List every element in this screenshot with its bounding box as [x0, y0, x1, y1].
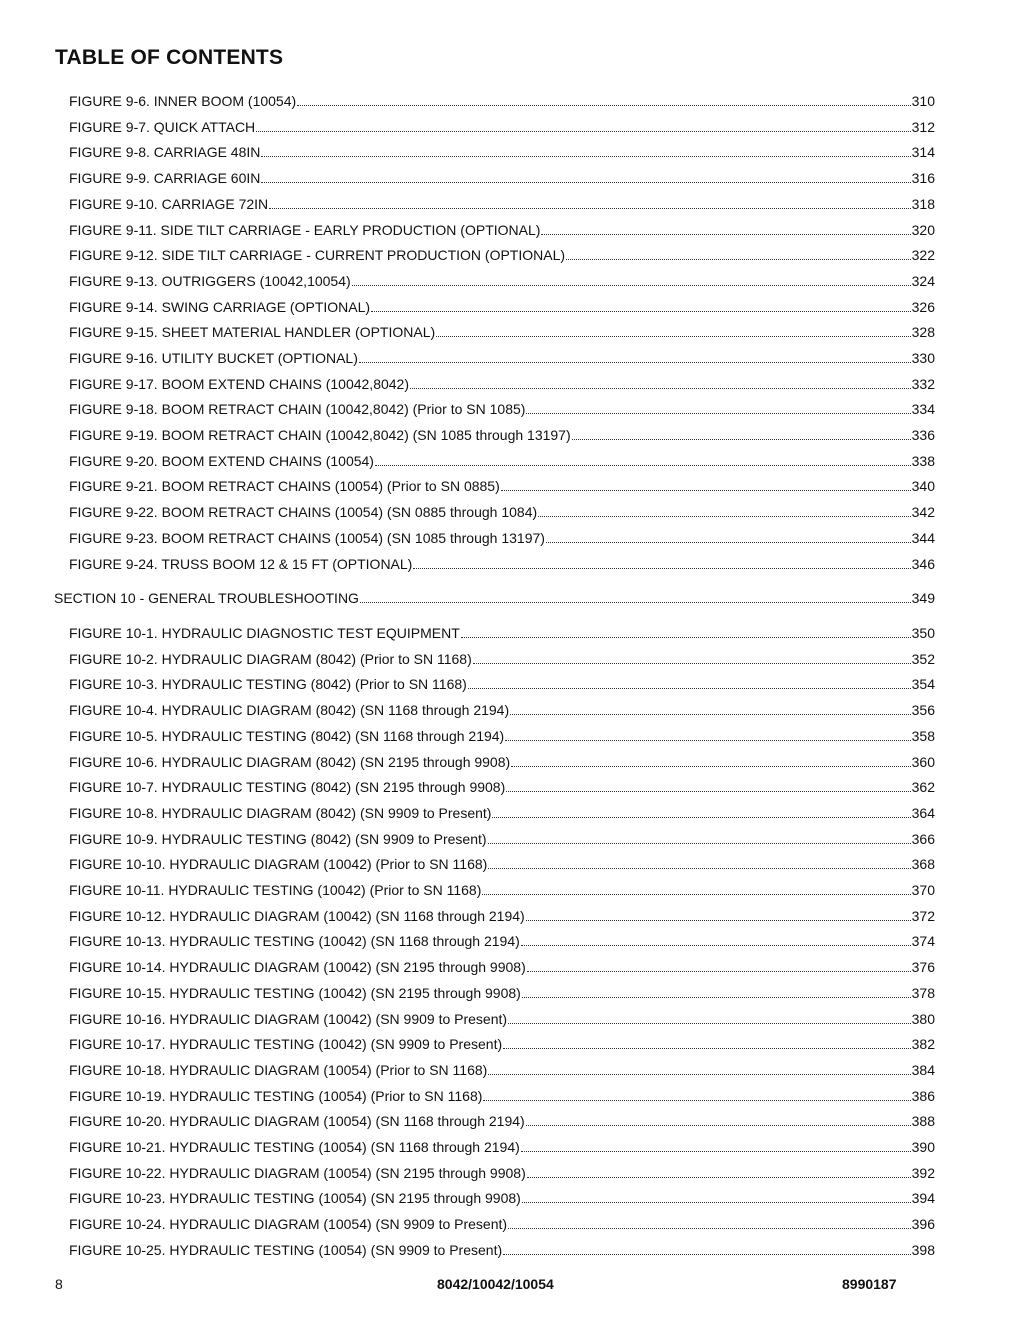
toc-entry[interactable] — [69, 1184, 935, 1206]
toc-entry-label: FIGURE 9-15. SHEET MATERIAL HANDLER (OPTIONAL) — [69, 324, 436, 340]
toc-entry-page: 314 — [911, 144, 935, 160]
toc-entry-page: 368 — [911, 856, 935, 872]
toc-entry[interactable] — [69, 113, 935, 135]
toc-entry-label: FIGURE 10-14. HYDRAULIC DIAGRAM (10042) (SN 2195 through 9908) — [69, 959, 526, 975]
toc-entry-label: FIGURE 9-20. BOOM EXTEND CHAINS (10054) — [69, 453, 374, 469]
toc-entry-page: 382 — [911, 1036, 935, 1052]
toc-section-entry[interactable] — [54, 584, 935, 606]
dot-leader — [521, 1151, 911, 1152]
toc-entry[interactable] — [69, 421, 935, 443]
dot-leader — [352, 285, 911, 286]
toc-entry-page: 318 — [911, 196, 935, 212]
toc-entry-label: FIGURE 10-12. HYDRAULIC DIAGRAM (10042) (SN 1168 through 2194) — [69, 908, 525, 924]
toc-entry[interactable] — [69, 876, 935, 898]
dot-leader — [522, 1202, 911, 1203]
toc-entry[interactable] — [69, 825, 935, 847]
toc-entry-page: 398 — [911, 1242, 935, 1258]
toc-entry-label: FIGURE 10-19. HYDRAULIC TESTING (10054) (Prior to SN 1168) — [69, 1088, 483, 1104]
toc-entry[interactable] — [69, 344, 935, 366]
toc-entry[interactable] — [69, 953, 935, 975]
dot-leader — [506, 791, 910, 792]
toc-entry[interactable] — [69, 472, 935, 494]
toc-entry-label: FIGURE 9-9. CARRIAGE 60IN — [69, 170, 261, 186]
toc-entry-label: FIGURE 10-23. HYDRAULIC TESTING (10054) (SN 2195 through 9908) — [69, 1190, 521, 1206]
toc-entry[interactable] — [69, 267, 935, 289]
toc-entry-page: 366 — [911, 831, 935, 847]
toc-entry-label: FIGURE 10-7. HYDRAULIC TESTING (8042) (SN 2195 through 9908) — [69, 779, 506, 795]
toc-entry-label: FIGURE 9-17. BOOM EXTEND CHAINS (10042,8042) — [69, 376, 409, 392]
toc-entry[interactable] — [69, 498, 935, 520]
dot-leader — [483, 1100, 910, 1101]
dot-leader — [521, 945, 911, 946]
toc-entry-page: 388 — [911, 1113, 935, 1129]
dot-leader — [461, 637, 911, 638]
toc-entry[interactable] — [69, 1082, 935, 1104]
toc-entry[interactable] — [69, 395, 935, 417]
toc-entry-label: FIGURE 10-13. HYDRAULIC TESTING (10042) (SN 1168 through 2194) — [69, 933, 520, 949]
toc-entry-label: FIGURE 10-15. HYDRAULIC TESTING (10042) (SN 2195 through 9908) — [69, 985, 521, 1001]
toc-entry-page: 376 — [911, 959, 935, 975]
toc-entry-label: FIGURE 10-3. HYDRAULIC TESTING (8042) (Prior to SN 1168) — [69, 676, 467, 692]
toc-entry[interactable] — [69, 216, 935, 238]
dot-leader — [526, 413, 910, 414]
dot-leader — [488, 843, 911, 844]
toc-entry-page: 322 — [911, 247, 935, 263]
toc-entry[interactable] — [69, 524, 935, 546]
toc-entry-page: 364 — [911, 805, 935, 821]
toc-entry[interactable] — [69, 799, 935, 821]
toc-entry-page: 316 — [911, 170, 935, 186]
toc-entry-label: FIGURE 10-4. HYDRAULIC DIAGRAM (8042) (SN 1168 through 2194) — [69, 702, 510, 718]
dot-leader — [468, 688, 911, 689]
toc-entry-label: FIGURE 9-12. SIDE TILT CARRIAGE - CURRENT PRODUCTION (OPTIONAL) — [69, 247, 566, 263]
toc-entry[interactable] — [69, 748, 935, 770]
toc-entry[interactable] — [69, 447, 935, 469]
toc-entry[interactable] — [69, 550, 935, 572]
toc-entry[interactable] — [69, 850, 935, 872]
toc-entry-label: FIGURE 10-11. HYDRAULIC TESTING (10042) (Prior to SN 1168) — [69, 882, 482, 898]
toc-entry-label: FIGURE 10-5. HYDRAULIC TESTING (8042) (SN 1168 through 2194) — [69, 728, 505, 744]
toc-entry-page: 360 — [911, 754, 935, 770]
toc-entry-page: 349 — [911, 590, 935, 606]
toc-entry-label: SECTION 10 - GENERAL TROUBLESHOOTING — [54, 590, 359, 606]
dot-leader — [360, 602, 911, 603]
toc-entry-page: 390 — [911, 1139, 935, 1155]
toc-entry[interactable] — [69, 670, 935, 692]
toc-entry[interactable] — [69, 1056, 935, 1078]
toc-entry[interactable] — [69, 722, 935, 744]
toc-entry-label: FIGURE 10-1. HYDRAULIC DIAGNOSTIC TEST EQUIPMENT — [69, 625, 460, 641]
toc-entry-page: 396 — [911, 1216, 935, 1232]
toc-entry-label: FIGURE 9-24. TRUSS BOOM 12 & 15 FT (OPTIONAL) — [69, 556, 413, 572]
toc-entry-page: 330 — [911, 350, 935, 366]
toc-entry[interactable] — [69, 979, 935, 1001]
toc-entry[interactable] — [69, 619, 935, 641]
toc-entry-label: FIGURE 9-19. BOOM RETRACT CHAIN (10042,8042) (SN 1085 through 13197) — [69, 427, 571, 443]
toc-entry-page: 312 — [911, 119, 935, 135]
toc-entry-page: 324 — [911, 273, 935, 289]
dot-leader — [572, 439, 911, 440]
dot-leader — [527, 1177, 911, 1178]
toc-entry-label: FIGURE 10-17. HYDRAULIC TESTING (10042) (SN 9909 to Present) — [69, 1036, 503, 1052]
dot-leader — [436, 336, 910, 337]
toc-entry[interactable] — [69, 1005, 935, 1027]
dot-leader — [526, 1125, 911, 1126]
toc-entry-label: FIGURE 10-8. HYDRAULIC DIAGRAM (8042) (SN 9909 to Present) — [69, 805, 492, 821]
toc-entry-label: FIGURE 9-22. BOOM RETRACT CHAINS (10054) (SN 0885 through 1084) — [69, 504, 538, 520]
toc-entry-label: FIGURE 10-24. HYDRAULIC DIAGRAM (10054) (SN 9909 to Present) — [69, 1216, 508, 1232]
toc-entry-page: 352 — [911, 651, 935, 667]
dot-leader — [375, 465, 911, 466]
toc-entry-label: FIGURE 10-16. HYDRAULIC DIAGRAM (10042) (SN 9909 to Present) — [69, 1011, 508, 1027]
toc-entry[interactable] — [69, 138, 935, 160]
dot-leader — [261, 182, 910, 183]
toc-entry[interactable] — [69, 773, 935, 795]
toc-entry-label: FIGURE 10-9. HYDRAULIC TESTING (8042) (SN 9909 to Present) — [69, 831, 487, 847]
toc-entry-label: FIGURE 10-6. HYDRAULIC DIAGRAM (8042) (SN 2195 through 9908) — [69, 754, 511, 770]
toc-entry-label: FIGURE 9-8. CARRIAGE 48IN — [69, 144, 261, 160]
dot-leader — [526, 920, 911, 921]
toc-entry-page: 310 — [911, 93, 935, 109]
toc-entry-page: 338 — [911, 453, 935, 469]
toc-entry-page: 392 — [911, 1165, 935, 1181]
toc-entry-label: FIGURE 9-14. SWING CARRIAGE (OPTIONAL) — [69, 299, 371, 315]
dot-leader — [527, 971, 911, 972]
toc-entry-page: 358 — [911, 728, 935, 744]
toc-entry[interactable] — [69, 293, 935, 315]
page-title: TABLE OF CONTENTS — [55, 46, 284, 69]
toc-entry-page: 332 — [911, 376, 935, 392]
footer-doc-number: 8990187 — [842, 1276, 897, 1292]
toc-entry[interactable] — [69, 927, 935, 949]
toc-entry-page: 372 — [911, 908, 935, 924]
dot-leader — [413, 568, 910, 569]
toc-entry-page: 386 — [911, 1088, 935, 1104]
toc-entry[interactable] — [69, 1107, 935, 1129]
toc-entry-page: 378 — [911, 985, 935, 1001]
toc-entry-page: 340 — [911, 478, 935, 494]
dot-leader — [261, 156, 910, 157]
toc-entry-label: FIGURE 10-10. HYDRAULIC DIAGRAM (10042) (Prior to SN 1168) — [69, 856, 488, 872]
dot-leader — [501, 490, 911, 491]
toc-entry-page: 342 — [911, 504, 935, 520]
toc-entry[interactable] — [69, 1236, 935, 1258]
dot-leader — [510, 714, 911, 715]
toc-entry[interactable] — [69, 1159, 935, 1181]
toc-entry-label: FIGURE 9-10. CARRIAGE 72IN — [69, 196, 269, 212]
dot-leader — [508, 1228, 911, 1229]
dot-leader — [269, 208, 910, 209]
dot-leader — [488, 1074, 910, 1075]
dot-leader — [546, 542, 911, 543]
toc-entry-label: FIGURE 9-18. BOOM RETRACT CHAIN (10042,8042) (Prior to SN 1085) — [69, 401, 526, 417]
toc-entry-page: 320 — [911, 222, 935, 238]
dot-leader — [371, 311, 911, 312]
toc-entry-label: FIGURE 10-2. HYDRAULIC DIAGRAM (8042) (Prior to SN 1168) — [69, 651, 472, 667]
toc-entry-page: 350 — [911, 625, 935, 641]
dot-leader — [482, 894, 910, 895]
toc-entry-label: FIGURE 10-25. HYDRAULIC TESTING (10054) (SN 9909 to Present) — [69, 1242, 503, 1258]
toc-entry-page: 334 — [911, 401, 935, 417]
toc-entry-label: FIGURE 9-21. BOOM RETRACT CHAINS (10054) (Prior to SN 0885) — [69, 478, 500, 494]
dot-leader — [566, 259, 911, 260]
dot-leader — [492, 817, 910, 818]
dot-leader — [503, 1048, 911, 1049]
dot-leader — [256, 131, 910, 132]
toc-entry[interactable] — [69, 164, 935, 186]
toc-entry[interactable] — [69, 370, 935, 392]
toc-entry-label: FIGURE 10-22. HYDRAULIC DIAGRAM (10054) (SN 2195 through 9908) — [69, 1165, 526, 1181]
toc-entry[interactable] — [69, 318, 935, 340]
dot-leader — [505, 740, 910, 741]
toc-entry[interactable] — [69, 1210, 935, 1232]
toc-entry-page: 384 — [911, 1062, 935, 1078]
toc-entry-label: FIGURE 9-23. BOOM RETRACT CHAINS (10054) (SN 1085 through 13197) — [69, 530, 545, 546]
toc-entry-page: 328 — [911, 324, 935, 340]
toc-entry[interactable] — [69, 1133, 935, 1155]
toc-entry-page: 374 — [911, 933, 935, 949]
toc-entry-page: 356 — [911, 702, 935, 718]
toc-entry-label: FIGURE 9-7. QUICK ATTACH — [69, 119, 256, 135]
toc-entry-page: 380 — [911, 1011, 935, 1027]
dot-leader — [511, 766, 910, 767]
footer-page-number: 8 — [55, 1276, 63, 1292]
toc-entry-label: FIGURE 9-11. SIDE TILT CARRIAGE - EARLY PRODUCTION (OPTIONAL) — [69, 222, 541, 238]
toc-entry-page: 362 — [911, 779, 935, 795]
dot-leader — [297, 105, 910, 106]
toc-entry-label: FIGURE 10-20. HYDRAULIC DIAGRAM (10054) (SN 1168 through 2194) — [69, 1113, 525, 1129]
toc-entry-label: FIGURE 10-21. HYDRAULIC TESTING (10054) (SN 1168 through 2194) — [69, 1139, 520, 1155]
toc-entry[interactable] — [69, 1030, 935, 1052]
toc-entry-page: 354 — [911, 676, 935, 692]
dot-leader — [473, 663, 911, 664]
toc-entry[interactable] — [69, 902, 935, 924]
toc-entry-page: 336 — [911, 427, 935, 443]
dot-leader — [503, 1254, 911, 1255]
toc-entry-label: FIGURE 10-18. HYDRAULIC DIAGRAM (10054) (Prior to SN 1168) — [69, 1062, 488, 1078]
toc-entry[interactable] — [69, 696, 935, 718]
toc-entry-page: 346 — [911, 556, 935, 572]
toc-entry-page: 326 — [911, 299, 935, 315]
dot-leader — [541, 234, 910, 235]
toc-entry[interactable] — [69, 87, 935, 109]
dot-leader — [488, 868, 910, 869]
toc-entry-label: FIGURE 9-16. UTILITY BUCKET (OPTIONAL) — [69, 350, 358, 366]
dot-leader — [522, 997, 911, 998]
toc-entry[interactable] — [69, 645, 935, 667]
dot-leader — [508, 1023, 911, 1024]
toc-entry-page: 394 — [911, 1190, 935, 1206]
toc-entry[interactable] — [69, 190, 935, 212]
dot-leader — [538, 516, 911, 517]
toc-entry-label: FIGURE 9-13. OUTRIGGERS (10042,10054) — [69, 273, 351, 289]
dot-leader — [410, 388, 911, 389]
dot-leader — [359, 362, 911, 363]
toc-entry-page: 344 — [911, 530, 935, 546]
toc-entry-label: FIGURE 9-6. INNER BOOM (10054) — [69, 93, 297, 109]
footer-models: 8042/10042/10054 — [437, 1276, 554, 1292]
toc-entry[interactable] — [69, 241, 935, 263]
toc-entry-page: 370 — [911, 882, 935, 898]
